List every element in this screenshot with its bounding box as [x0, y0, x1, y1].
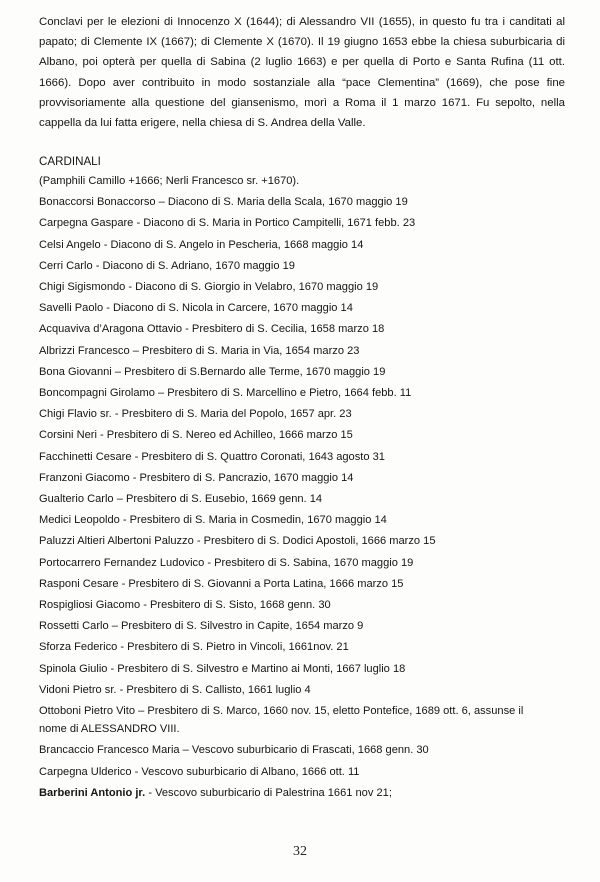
- entry-text: Rasponi Cesare - Presbitero di S. Giovanni a Porta Latina, 1666 marzo 15: [39, 577, 404, 590]
- list-item: [39, 193, 569, 211]
- list-item: [39, 490, 569, 508]
- entry-text: Corsini Neri - Presbitero di S. Nereo ed Achilleo, 1666 marzo 15: [39, 429, 353, 442]
- entry-text: Facchinetti Cesare - Presbitero di S. Quattro Coronati, 1643 agosto 31: [39, 450, 385, 463]
- list-item: [39, 575, 569, 593]
- list-item: [39, 363, 569, 381]
- list-item: [39, 554, 569, 572]
- list-item: [39, 384, 569, 402]
- list-item: [39, 784, 569, 802]
- entry-text: Rospigliosi Giacomo - Presbitero di S. Sisto, 1668 genn. 30: [39, 599, 331, 612]
- list-item: [39, 617, 569, 635]
- entry-text: Rossetti Carlo – Presbitero di S. Silvestro in Capite, 1654 marzo 9: [39, 620, 364, 633]
- entry-text: Carpegna Ulderico - Vescovo suburbicario di Albano, 1666 ott. 11: [39, 765, 360, 778]
- list-item: [39, 236, 569, 254]
- entry-text: Boncompagni Girolamo – Presbitero di S. Marcellino e Pietro, 1664 febb. 11: [39, 387, 412, 400]
- list-item: [39, 469, 569, 487]
- cardinal-list: [39, 172, 569, 805]
- entry-continuation: nome di ALESSANDRO VIII.: [39, 723, 180, 736]
- entry-text: Acquaviva d’Aragona Ottavio - Presbitero di S. Cecilia, 1658 marzo 18: [39, 323, 385, 336]
- list-item: [39, 681, 569, 699]
- list-item: [39, 702, 569, 738]
- entry-text: Gualterio Carlo – Presbitero di S. Eusebio, 1669 genn. 14: [39, 493, 323, 506]
- list-item: [39, 214, 569, 232]
- entry-text: (Pamphili Camillo +1666; Nerli Francesco sr. +1670).: [39, 175, 300, 187]
- list-item: [39, 741, 569, 759]
- page-number: 32: [293, 844, 307, 859]
- entry-text: Cerri Carlo - Diacono di S. Adriano, 1670 maggio 19: [39, 259, 295, 272]
- entry-text: Sforza Federico - Presbitero di S. Pietro in Vincoli, 1661nov. 21: [39, 641, 349, 654]
- list-item: [39, 638, 569, 656]
- list-item: [39, 532, 569, 550]
- list-item: [39, 257, 569, 275]
- entry-text: Savelli Paolo - Diacono di S. Nicola in Carcere, 1670 maggio 14: [39, 302, 353, 315]
- list-item: [39, 299, 569, 317]
- list-item: [39, 763, 569, 781]
- entry-text: Portocarrero Fernandez Ludovico - Presbitero di S. Sabina, 1670 maggio 19: [39, 556, 414, 569]
- list-item: [39, 426, 569, 444]
- entry-text: Vidoni Pietro sr. - Presbitero di S. Callisto, 1661 luglio 4: [39, 683, 311, 696]
- intro-paragraph: Conclavi per le elezioni di Innocenzo X (1644); di Alessandro VII (1655), in questo fu tra i canditati al papato; di Clemente IX (1667); di Clemente X (1670). Il 19 giugno 1653 ebbe la chiesa suburbicaria di Albano, poi opterà per quella di Sabina (2 luglio 1663) e per quella di Porto e Santa Rufina (11 ott. 1666). Dopo aver contribuito in modo sostanziale alla “pace Clementina” (1669), che pose fine provvisoriamente alla questione del giansenismo, morì a Roma il 1 marzo 1671. Fu sepolto, nella cappella da lui fatta erigere, nella chiesa di S. Andrea della Valle.: [39, 16, 565, 130]
- list-item: [39, 511, 569, 529]
- entry-text: Albrizzi Francesco – Presbitero di S. Maria in Via, 1654 marzo 23: [39, 344, 360, 357]
- list-item: [39, 278, 569, 296]
- entry-text: Ottoboni Pietro Vito – Presbitero di S. Marco, 1660 nov. 15, eletto Pontefice, 1689 ott. 6, assunse il: [39, 705, 524, 718]
- entry-text: Bonaccorsi Bonaccorso – Diacono di S. Maria della Scala, 1670 maggio 19: [39, 196, 408, 209]
- entry-text: Paluzzi Altieri Albertoni Paluzzo - Presbitero di S. Dodici Apostoli, 1666 marzo 15: [39, 535, 436, 548]
- entry-text: Brancaccio Francesco Maria – Vescovo suburbicario di Frascati, 1668 genn. 30: [39, 744, 429, 757]
- list-item: [39, 596, 569, 614]
- list-item: [39, 405, 569, 423]
- list-item: [39, 660, 569, 678]
- list-item: [39, 320, 569, 338]
- list-item: [39, 448, 569, 466]
- entry-text: Carpegna Gaspare - Diacono di S. Maria in Portico Campitelli, 1671 febb. 23: [39, 217, 416, 230]
- entry-text: - Vescovo suburbicario di Palestrina 1661 nov 21;: [145, 786, 392, 799]
- entry-text: Spinola Giulio - Presbitero di S. Silvestro e Martino ai Monti, 1667 luglio 18: [39, 662, 406, 675]
- entry-text: Chigi Sigismondo - Diacono di S. Giorgio in Velabro, 1670 maggio 19: [39, 281, 379, 294]
- entry-bold-name: Barberini Antonio jr.: [39, 786, 146, 799]
- entry-text: Franzoni Giacomo - Presbitero di S. Pancrazio, 1670 maggio 14: [39, 471, 354, 484]
- entry-text: Bona Giovanni – Presbitero di S.Bernardo alle Terme, 1670 maggio 19: [39, 365, 386, 378]
- list-item: [39, 342, 569, 360]
- section-heading: CARDINALI: [39, 155, 101, 168]
- entry-text: Chigi Flavio sr. - Presbitero di S. Maria del Popolo, 1657 apr. 23: [39, 408, 352, 421]
- entry-text: Celsi Angelo - Diacono di S. Angelo in Pescheria, 1668 maggio 14: [39, 238, 364, 251]
- list-item: [39, 172, 569, 190]
- entry-text: Medici Leopoldo - Presbitero di S. Maria in Cosmedin, 1670 maggio 14: [39, 514, 387, 527]
